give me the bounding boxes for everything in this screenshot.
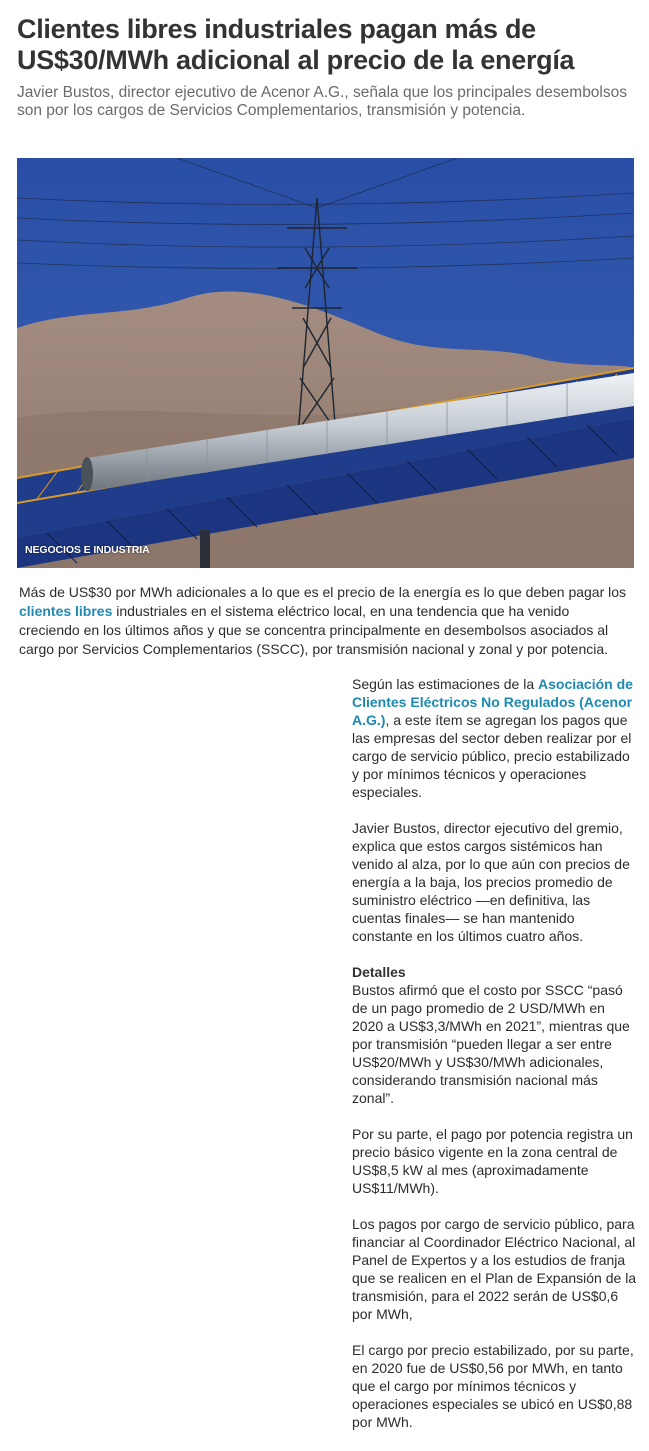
body-paragraph-4: Por su parte, el pago por potencia registra un precio básico vigente en la zona central de US$8,5 kW al mes (aproximadamente US$11/MWh).	[352, 1126, 633, 1196]
article-headline: Clientes libres industriales pagan más de US$30/MWh adicional al precio de la energía	[17, 14, 575, 75]
lead-text-start: Más de US$30 por MWh adicionales a lo que es el precio de la energía es lo que deben pagar los	[19, 584, 627, 600]
article-body-column	[352, 675, 638, 1449]
article-subhead: Javier Bustos, director ejecutivo de Acenor A.G., señala que los principales desembolsos son por los cargos de Servicios Complementarios, transmisión y potencia.	[17, 84, 627, 119]
image-section-caption: NEGOCIOS E INDUSTRIA	[25, 544, 150, 556]
body-paragraph-6: El cargo por precio estabilizado, por su parte, en 2020 fue de US$0,56 por MWh, en tanto que el cargo por mínimos técnicos y operaciones especiales se ubicó en US$0,88 por MWh.	[352, 1342, 634, 1430]
body-paragraph-5: Los pagos por cargo de servicio público, para financiar al Coordinador Eléctrico Nacional, al Panel de Expertos y a los estudios de franja que se realicen en el Plan de Expansión de la transmisión, para el 2022 serán de US$0,6 por MWh,	[352, 1216, 637, 1322]
article-hero-image	[17, 158, 634, 568]
body-paragraph-2: Javier Bustos, director ejecutivo del gremio, explica que estos cargos sistémicos han venido al alza, por lo que aún con precios de energía a la baja, los precios promedio de suministro eléctrico —en definitiva, las cuentas finales— se han mantenido constante en los últimos cuatro años.	[352, 820, 630, 944]
paragraph-1-text-start: Según las estimaciones de la	[352, 676, 538, 692]
paragraph-3-text: Bustos afirmó que el costo por SSCC “pasó de un pago promedio de 2 USD/MWh en 2020 a US$3,3/MWh en 2021”, mientras que por transmisión “pueden llegar a ser entre US$20/MWh y US$30/MWh adicionales, considerando transmisión nacional más zonal”.	[352, 982, 630, 1106]
acenor-link[interactable]: Asociación de Clientes Eléctricos No Regulados (Acenor A.G.)	[352, 676, 633, 728]
details-subheading: Detalles	[352, 964, 406, 980]
pipeline-photo	[17, 158, 634, 568]
paragraph-1-text-end: , a este ítem se agregan los pagos que las empresas del sector deben realizar por el cargo de servicio público, precio estabilizado y por mínimos técnicos y operaciones especiales.	[352, 712, 632, 800]
clientes-libres-link[interactable]: clientes libres	[19, 603, 113, 619]
article-lead	[19, 583, 631, 659]
body-paragraph-1	[352, 675, 638, 801]
lead-text-end: industriales en el sistema eléctrico local, en una tendencia que ha venido creciendo en los últimos años y que se concentra principalmente en desembolsos asociados al cargo por Servicios Complementarios (SSCC), por transmisión nacional y zonal y por potencia.	[19, 603, 609, 657]
body-paragraph-3	[352, 963, 638, 1107]
